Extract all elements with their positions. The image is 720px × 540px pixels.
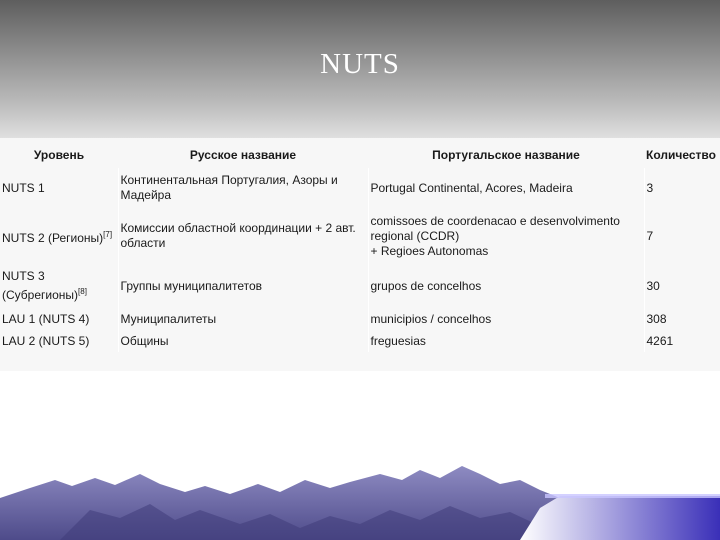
table-header-row [0, 138, 720, 168]
cell-count: 30 [644, 264, 720, 308]
column-header-level: Уровень [33, 148, 85, 162]
cell-count: 4261 [644, 330, 720, 352]
nuts-table-panel [0, 138, 720, 371]
cell-russian-name: Континентальная Португалия, Азоры и Мадейра [118, 168, 368, 208]
slide-title: NUTS [320, 48, 400, 80]
cell-level: NUTS 1 [2, 180, 45, 195]
cell-portuguese-name: grupos de concelhos [368, 264, 644, 308]
footnote-ref[interactable]: [8] [78, 287, 87, 296]
footnote-ref[interactable]: [7] [103, 229, 113, 239]
column-header-russian-name: Русское название [189, 148, 297, 162]
cell-portuguese-name [368, 208, 644, 264]
cell-portuguese-name: Portugal Continental, Acores, Madeira [368, 168, 644, 208]
cell-level: LAU 2 (NUTS 5) [2, 333, 90, 348]
table-row [0, 308, 720, 330]
cell-portuguese-name: freguesias [368, 330, 644, 352]
table-row [0, 264, 720, 308]
cell-russian-name: Группы муниципалитетов [118, 264, 368, 308]
cell-level: NUTS 2 (Регионы)[7] [2, 229, 113, 245]
cell-russian-name: Комиссии областной координации + 2 авт. области [118, 208, 368, 264]
cell-portuguese-name: municipios / concelhos [368, 308, 644, 330]
cell-count: 308 [644, 308, 720, 330]
table-row [0, 208, 720, 264]
column-header-portuguese-name: Португальское название [432, 148, 580, 162]
portuguese-name-line: comissoes de coordenacao e desenvolvimento regional (CCDR) [370, 213, 620, 243]
nuts-table [0, 138, 720, 352]
mountain-decoration [0, 440, 720, 540]
cell-count: 3 [644, 168, 720, 208]
portuguese-name-line: + Regioes Autonomas [370, 243, 489, 258]
table-row [0, 168, 720, 208]
column-header-count: Количество [646, 148, 716, 162]
cell-russian-name: Общины [118, 330, 368, 352]
cell-russian-name: Муниципалитеты [118, 308, 368, 330]
cell-level: LAU 1 (NUTS 4) [2, 311, 90, 326]
cell-count: 7 [644, 208, 720, 264]
cell-level: NUTS 3 (Субрегионы)[8] [2, 269, 87, 302]
table-row [0, 330, 720, 352]
